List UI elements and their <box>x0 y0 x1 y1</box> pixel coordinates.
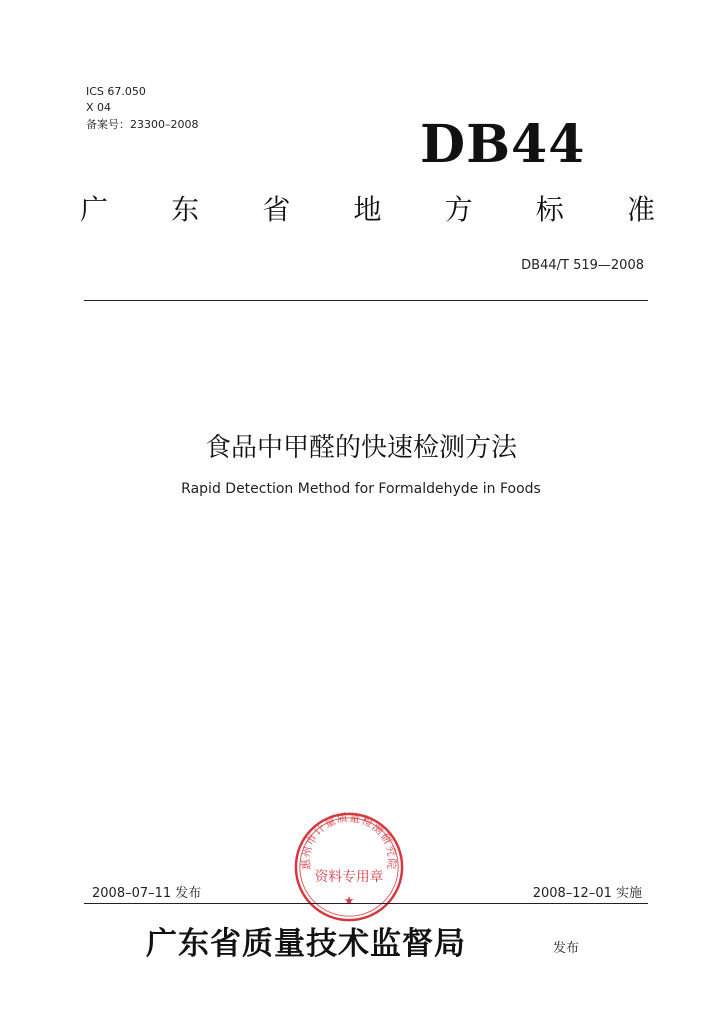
svg-text:惠州市计量质量检测研究院 <box>298 810 399 871</box>
ics-code: ICS 67.050 <box>86 85 146 98</box>
standard-type-char: 省 <box>262 193 291 226</box>
star-icon: ★ <box>343 893 355 908</box>
ccs-code: X 04 <box>86 101 112 114</box>
standard-type-char: 标 <box>535 193 564 226</box>
record-number: 备案号：23300–2008 <box>86 118 199 131</box>
standard-type-char: 广 <box>80 193 109 226</box>
standard-type-char: 东 <box>171 193 200 226</box>
official-seal-stamp <box>290 808 408 926</box>
issue-label: 发布 <box>553 941 580 956</box>
issuing-authority: 广东省质量技术监督局 <box>146 926 466 962</box>
issue-date: 2008–07–11 发布 <box>92 886 202 901</box>
standard-type-char: 地 <box>353 193 382 226</box>
footer-divider <box>84 903 648 904</box>
header-divider <box>84 300 648 301</box>
document-title-en: Rapid Detection Method for Formaldehyde in Foods <box>181 481 541 497</box>
standard-code-logo: DB44 <box>420 114 586 175</box>
implementation-date: 2008–12–01 实施 <box>532 886 642 901</box>
document-title-cn: 食品中甲醛的快速检测方法 <box>204 433 517 463</box>
standard-number: DB44/T 519—2008 <box>521 258 644 273</box>
stamp-ring-text: 惠州市计量质量检测研究院 <box>299 810 399 871</box>
stamp-center-text: 资料专用章 <box>314 868 384 885</box>
standard-type-char: 准 <box>626 193 655 226</box>
standard-type-title <box>80 190 655 230</box>
standard-type-char: 方 <box>444 193 473 226</box>
